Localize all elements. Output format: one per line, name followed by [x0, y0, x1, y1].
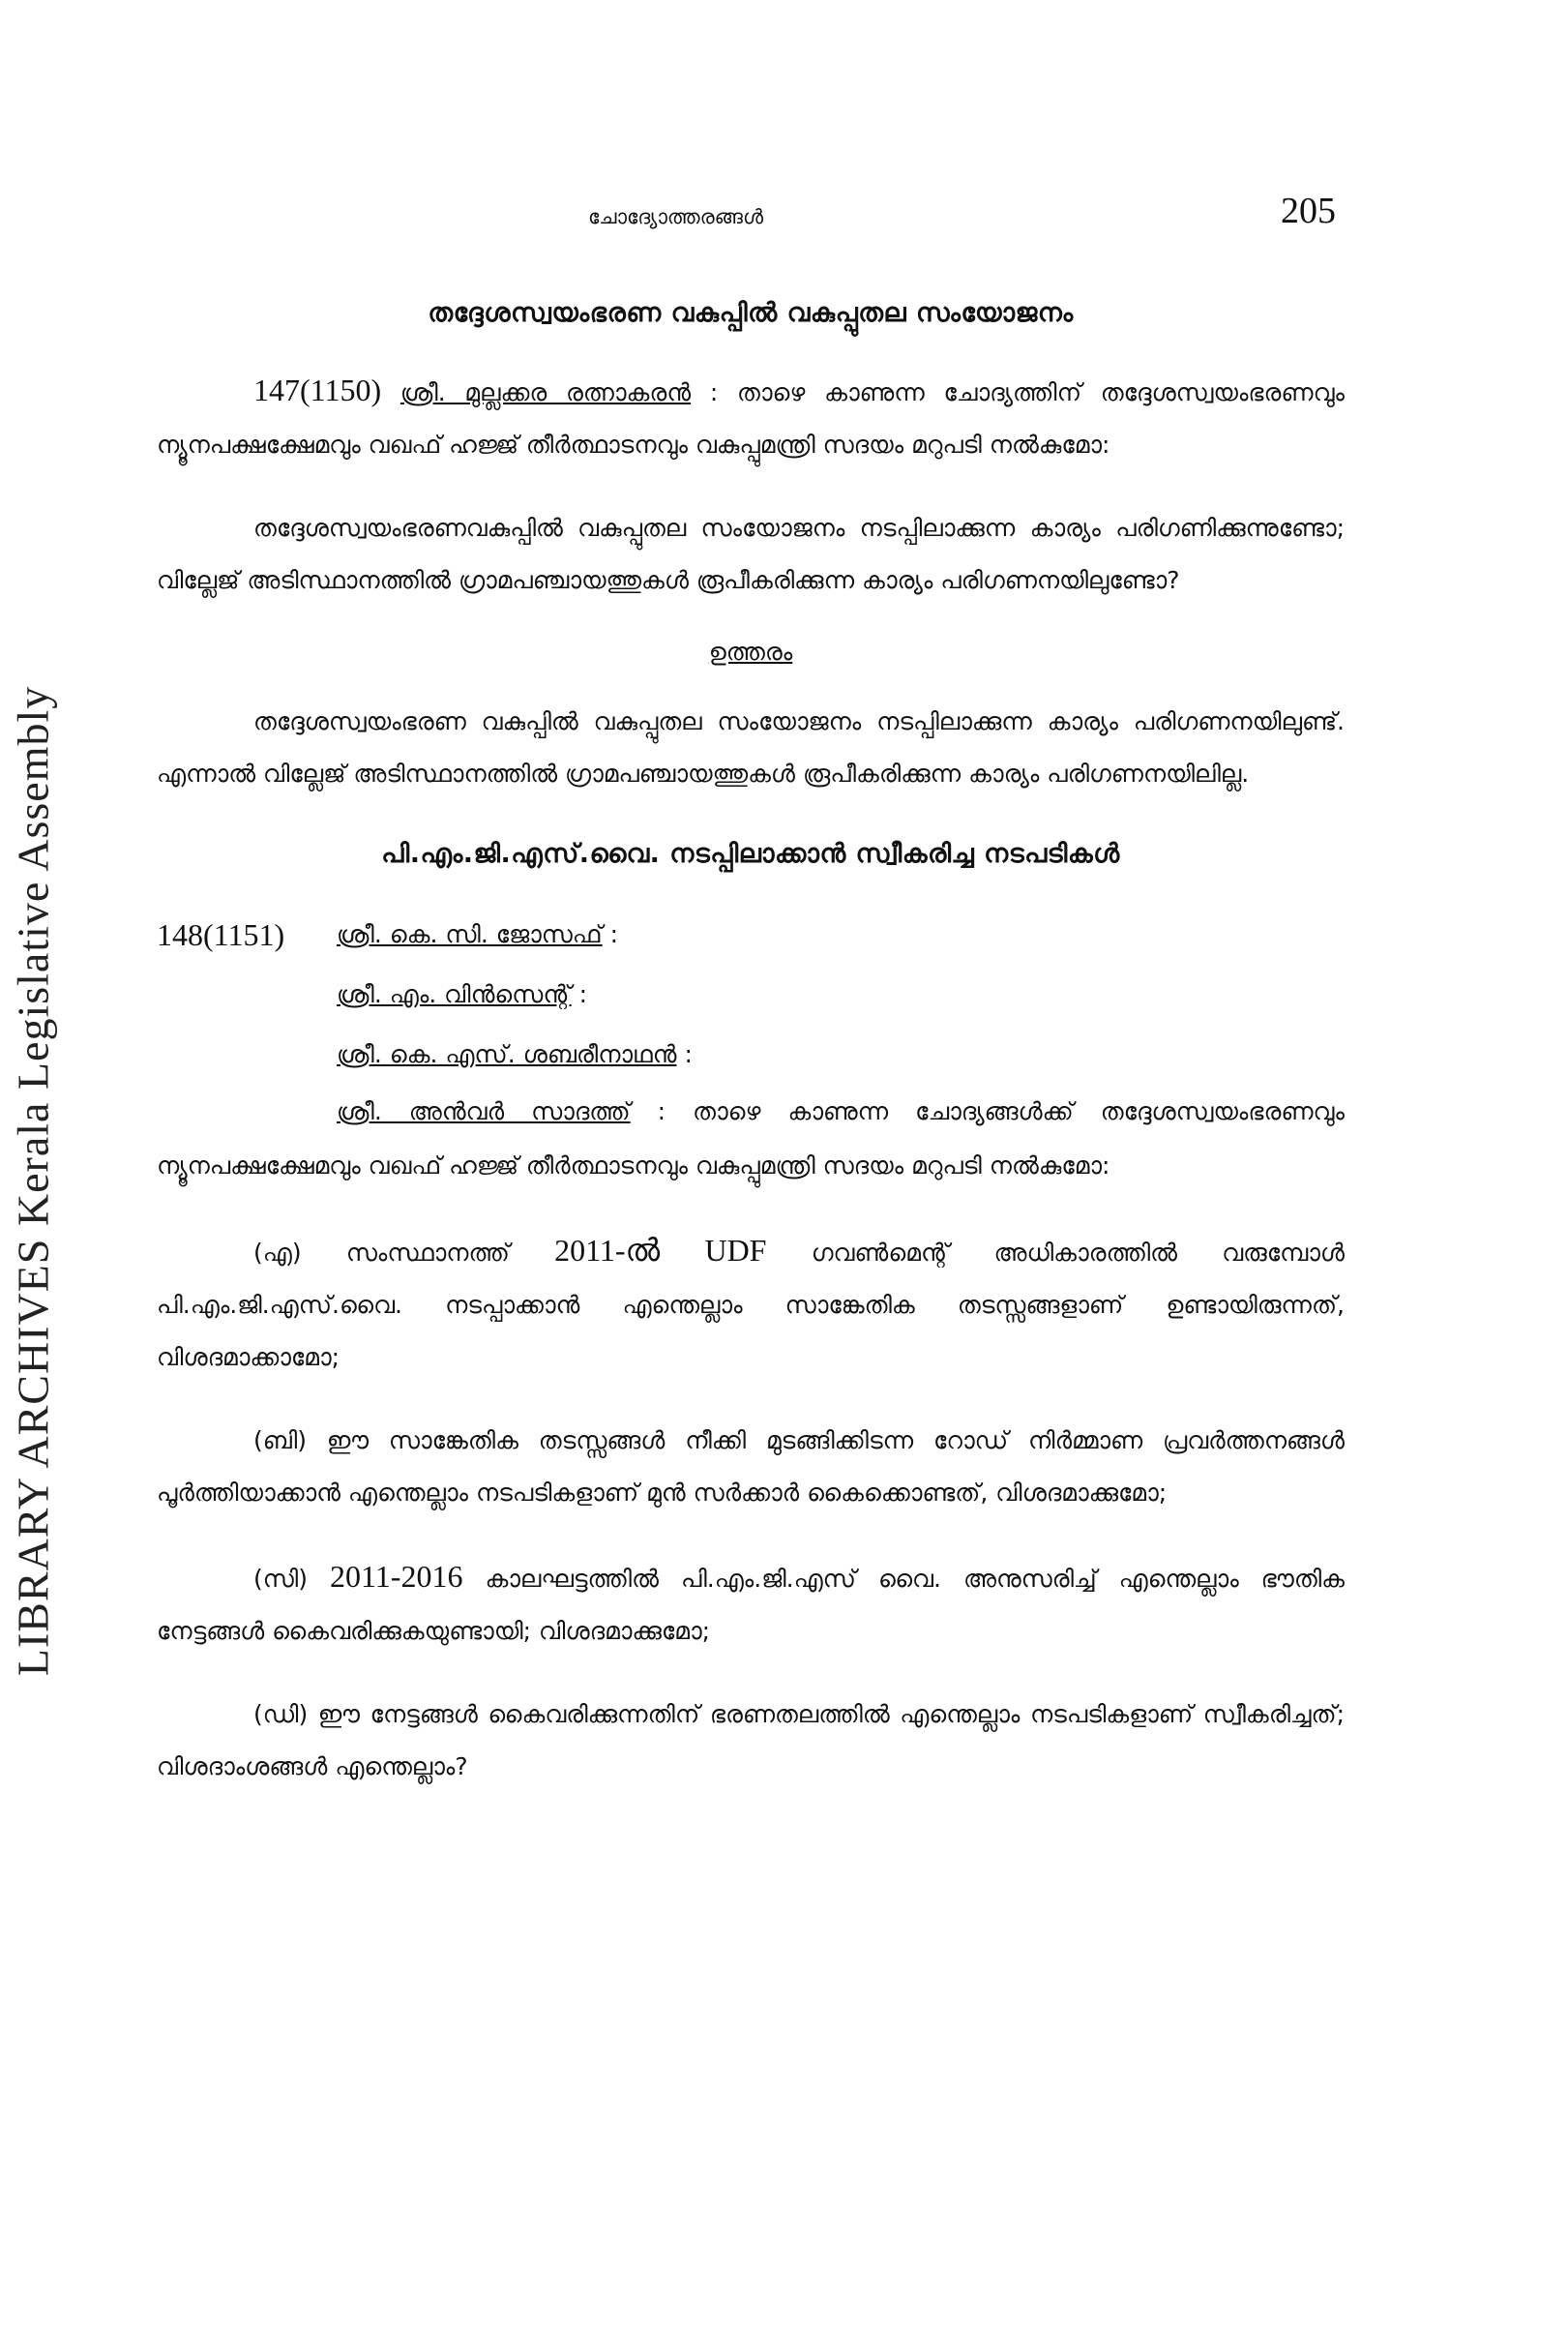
q148-member-4: ശ്രീ. അൻവർ സാദത്ത്	[337, 1097, 631, 1125]
q147-answer: തദ്ദേശസ്വയംഭരണ വകുപ്പിൽ വകുപ്പുതല സംയോജനം നടപ്പിലാക്കുന്ന കാര്യം പരിഗണനയിലുണ്ട്. എന്നാൽ വില്ലേജ് അടിസ്ഥാനത്തിൽ ഗ്രാമപഞ്ചായത്തുകൾ രൂപീകരിക്കുന്ന കാര്യം പരിഗണനയിലില്ല.	[157, 707, 1345, 788]
q148-number: 148(1151)	[157, 917, 285, 952]
q147-heading: തദ്ദേശസ്വയംഭരണ വകുപ്പിൽ വകുപ്പുതല സംയോജനം	[428, 298, 1074, 328]
q148-member-1: ശ്രീ. കെ. സി. ജോസഫ്	[337, 920, 603, 948]
q148-member-row: 148(1151) ശ്രീ. കെ. സി. ജോസഫ് :	[157, 905, 1345, 965]
q148-intro-text: : താഴെ കാണുന്ന ചോദ്യങ്ങൾക്ക് തദ്ദേശസ്വയംഭരണവും ന്യൂനപക്ഷക്ഷേമവും വഖഫ് ഹജ്ജ് തീർത്ഥാടനവും വകുപ്പുമന്ത്രി സദയം മറുപടി നൽകുമോ:	[157, 1097, 1345, 1180]
q148-part-a: (എ) സംസ്ഥാനത്ത് 2011-ൽ UDF ഗവൺമെന്റ് അധികാരത്തിൽ വരുമ്പോൾ പി.എം.ജി.എസ്.വൈ. നടപ്പാക്കാൻ എന്തെല്ലാം സാങ്കേതിക തടസ്സങ്ങളാണ് ഉണ്ടായിരുന്നത്, വിശദമാക്കാമോ;	[157, 1233, 1346, 1371]
q148-member-3: ശ്രീ. കെ. എസ്. ശബരീനാഥൻ	[337, 1040, 677, 1068]
q147-intro	[157, 364, 1345, 471]
q148-member-row: ശ്രീ. കെ. എസ്. ശബരീനാഥൻ :	[337, 1040, 693, 1068]
running-head: ചോദ്യോത്തരങ്ങൾ	[588, 205, 764, 228]
q147-question: തദ്ദേശസ്വയംഭരണവകുപ്പിൽ വകുപ്പുതല സംയോജനം നടപ്പിലാക്കുന്ന കാര്യം പരിഗണിക്കുന്നുണ്ടോ; വില്ലേജ് അടിസ്ഥാനത്തിൽ ഗ്രാമപഞ്ചായത്തുകൾ രൂപീകരിക്കുന്ന കാര്യം പരിഗണനയിലുണ്ടോ?	[157, 514, 1345, 594]
q148-members	[157, 905, 1345, 1085]
q147-intro-text: : താഴെ കാണുന്ന ചോദ്യത്തിന് തദ്ദേശസ്വയംഭരണവും ന്യൂനപക്ഷക്ഷേമവും വഖഫ് ഹജ്ജ് തീർത്ഥാടനവും വകുപ്പുമന്ത്രി സദയം മറുപടി നൽകുമോ:	[157, 378, 1345, 459]
q147-member: ശ്രീ. മുല്ലക്കര രത്നാകരൻ	[399, 378, 692, 406]
q148-part-b: (ബി) ഈ സാങ്കേതിക തടസ്സങ്ങൾ നീക്കി മുടങ്ങിക്കിടന്ന റോഡ് നിർമ്മാണ പ്രവർത്തനങ്ങൾ പൂർത്തിയാക്കാൻ എന്തെല്ലാം നടപടികളാണ് മുൻ സർക്കാർ കൈക്കൊണ്ടത്, വിശദമാക്കുമോ;	[157, 1426, 1345, 1507]
q148-heading: പി.എം.ജി.എസ്.വൈ. നടപ്പിലാക്കാൻ സ്വീകരിച്ച നടപടികൾ	[381, 839, 1120, 869]
q147-answer-label: ഉത്തരം	[708, 638, 793, 666]
q148-member-row: ശ്രീ. എം. വിൻസെന്റ് :	[337, 980, 588, 1008]
watermark-text: LIBRARY ARCHIVES Kerala Legislative Assembly	[8, 685, 58, 1676]
page-body	[157, 298, 1345, 1824]
q148-intro	[157, 1085, 1345, 1193]
q148-member-2: ശ്രീ. എം. വിൻസെന്റ്	[337, 980, 572, 1008]
page-number: 205	[1281, 191, 1336, 231]
q148-part-c: (സി) 2011-2016 കാലഘട്ടത്തിൽ പി.എം.ജി.എസ് വൈ. അനുസരിച്ച് എന്തെല്ലാം ഭൗതിക നേട്ടങ്ങൾ കൈവരിക്കുകയുണ്ടായി; വിശദമാക്കുമോ;	[157, 1559, 1346, 1645]
archive-watermark	[4, 639, 62, 1722]
q147-number: 147(1150)	[253, 373, 382, 407]
q148-part-d: (ഡി) ഈ നേട്ടങ്ങൾ കൈവരിക്കുന്നതിന് ഭരണതലത്തിൽ എന്തെല്ലാം നടപടികളാണ് സ്വീകരിച്ചത്; വിശദാംശങ്ങൾ എന്തെല്ലാം?	[157, 1700, 1345, 1780]
